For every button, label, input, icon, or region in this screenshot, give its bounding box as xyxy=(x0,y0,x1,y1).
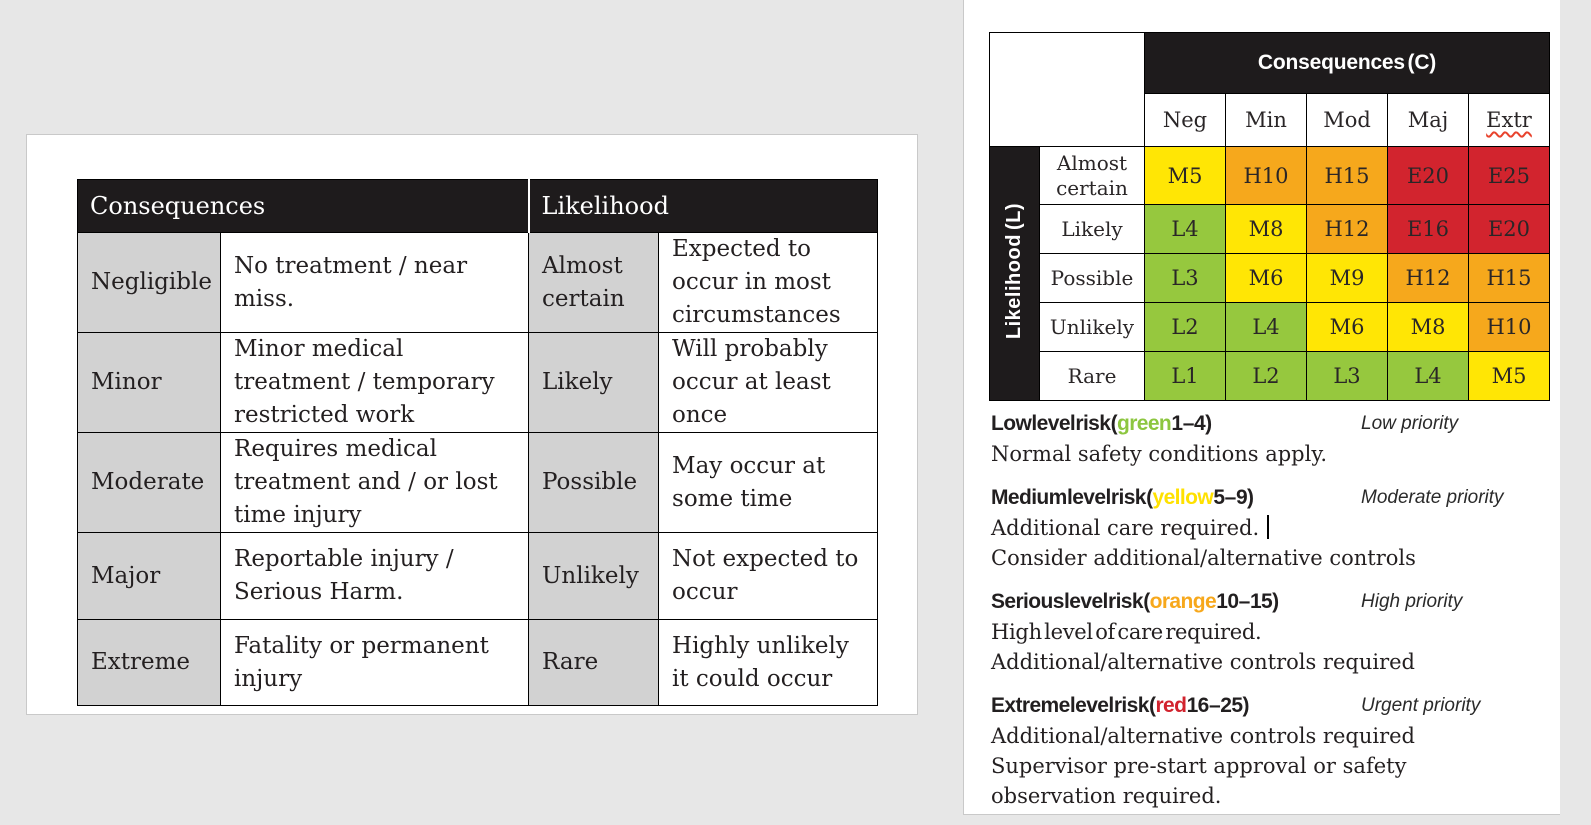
risk-section-serious xyxy=(991,587,1536,677)
risk-note-line: Supervisor pre-start approval or safety observation required. xyxy=(991,754,1407,808)
matrix-cell: E20 xyxy=(1469,205,1550,254)
color-word-orange: orange xyxy=(1149,590,1217,613)
risk-note-line: Consider additional/alternative controls xyxy=(991,546,1416,570)
likelihood-description: Highly unlikely it could occur xyxy=(659,620,878,706)
likelihood-term: Rare xyxy=(529,620,659,706)
matrix-cell: L3 xyxy=(1307,352,1388,401)
matrix-cell: H12 xyxy=(1388,254,1469,303)
risk-section-medium xyxy=(991,483,1536,573)
matrix-col-header xyxy=(1469,94,1550,147)
matrix-cell: H12 xyxy=(1307,205,1388,254)
consequence-description: Fatality or permanent injury xyxy=(221,620,529,706)
matrix-col-header: Mod xyxy=(1307,94,1388,147)
risk-note-line: Additional/alternative controls required xyxy=(991,650,1415,674)
matrix-cell: L4 xyxy=(1388,352,1469,401)
likelihood-description: May occur at some time xyxy=(659,433,878,533)
matrix-row-label: Likely xyxy=(1040,205,1145,254)
matrix-cell: E25 xyxy=(1469,147,1550,205)
matrix-cell: H10 xyxy=(1226,147,1307,205)
matrix-cell: M6 xyxy=(1307,303,1388,352)
matrix-col-header: Maj xyxy=(1388,94,1469,147)
document-page-definitions[interactable] xyxy=(26,134,918,715)
color-word-green: green xyxy=(1116,412,1172,435)
matrix-cell: M5 xyxy=(1469,352,1550,401)
table-row xyxy=(78,233,878,333)
matrix-cell: M6 xyxy=(1226,254,1307,303)
matrix-cell: L2 xyxy=(1226,352,1307,401)
risk-note-line: High level of care required. xyxy=(991,620,1262,644)
likelihood-description: Expected to occur in most circumstances xyxy=(659,233,878,333)
consequences-group-header: Consequences (C) xyxy=(1145,33,1550,94)
likelihood-group-header: Likelihood (L) xyxy=(990,147,1040,401)
consequence-description: No treatment / near miss. xyxy=(221,233,529,333)
priority-label: High priority xyxy=(1361,591,1463,612)
likelihood-column-header: Likelihood xyxy=(529,180,878,233)
risk-heading-serious: Serious level risk (orange 10 – 15) High priority xyxy=(991,587,1536,617)
risk-heading-medium: Medium level risk (yellow 5 – 9) Moderate priority xyxy=(991,483,1536,513)
likelihood-description: Will probably occur at least once xyxy=(659,333,878,433)
consequence-description: Requires medical treatment and / or lost time injury xyxy=(221,433,529,533)
matrix-row-label: Rare xyxy=(1040,352,1145,401)
risk-heading-low: Low level risk (green 1 – 4) Low priority xyxy=(991,409,1536,439)
risk-note-line: Additional care required. xyxy=(991,513,1536,543)
risk-level-notes xyxy=(991,409,1536,825)
matrix-cell: L2 xyxy=(1145,303,1226,352)
likelihood-description: Not expected to occur xyxy=(659,533,878,620)
table-row xyxy=(78,620,878,706)
risk-heading-extreme: Extreme level risk (red 16 – 25) Urgent priority xyxy=(991,691,1536,721)
consequence-term: Major xyxy=(78,533,221,620)
consequence-term: Extreme xyxy=(78,620,221,706)
misspelled-word: Extr xyxy=(1486,108,1532,132)
matrix-cell: H15 xyxy=(1469,254,1550,303)
risk-note-line: Additional/alternative controls required xyxy=(991,724,1415,748)
risk-section-extreme xyxy=(991,691,1536,811)
text-cursor xyxy=(1267,515,1269,539)
priority-label: Urgent priority xyxy=(1361,695,1481,716)
matrix-cell: L4 xyxy=(1226,303,1307,352)
likelihood-term: Likely xyxy=(529,333,659,433)
matrix-cell: M5 xyxy=(1145,147,1226,205)
matrix-cell: L1 xyxy=(1145,352,1226,401)
consequence-term: Negligible xyxy=(78,233,221,333)
consequence-term: Minor xyxy=(78,333,221,433)
priority-label: Moderate priority xyxy=(1361,487,1504,508)
risk-note-line: Normal safety conditions apply. xyxy=(991,442,1328,466)
matrix-cell: L4 xyxy=(1145,205,1226,254)
table-row xyxy=(78,533,878,620)
risk-section-low xyxy=(991,409,1536,469)
likelihood-term: Possible xyxy=(529,433,659,533)
matrix-cell: H10 xyxy=(1469,303,1550,352)
color-word-red: red xyxy=(1155,694,1187,717)
consequence-description: Reportable injury / Serious Harm. xyxy=(221,533,529,620)
likelihood-term: Unlikely xyxy=(529,533,659,620)
consequence-description: Minor medical treatment / temporary restricted work xyxy=(221,333,529,433)
document-page-risk-matrix[interactable] xyxy=(963,0,1560,815)
definitions-table xyxy=(77,179,878,706)
matrix-row-label: Possible xyxy=(1040,254,1145,303)
matrix-cell: M8 xyxy=(1388,303,1469,352)
matrix-col-header: Neg xyxy=(1145,94,1226,147)
table-row xyxy=(78,433,878,533)
color-word-yellow: yellow xyxy=(1152,486,1214,509)
matrix-row-label: Unlikely xyxy=(1040,303,1145,352)
matrix-cell: E16 xyxy=(1388,205,1469,254)
matrix-cell: E20 xyxy=(1388,147,1469,205)
consequences-column-header: Consequences xyxy=(78,180,529,233)
likelihood-term: Almost certain xyxy=(529,233,659,333)
matrix-corner-cell xyxy=(990,33,1145,147)
matrix-col-header: Min xyxy=(1226,94,1307,147)
matrix-cell: M9 xyxy=(1307,254,1388,303)
matrix-row-label: Almost certain xyxy=(1040,147,1145,205)
table-row xyxy=(78,333,878,433)
matrix-cell: M8 xyxy=(1226,205,1307,254)
matrix-cell: L3 xyxy=(1145,254,1226,303)
matrix-cell: H15 xyxy=(1307,147,1388,205)
consequence-term: Moderate xyxy=(78,433,221,533)
priority-label: Low priority xyxy=(1361,413,1459,434)
risk-matrix-table xyxy=(989,32,1550,401)
